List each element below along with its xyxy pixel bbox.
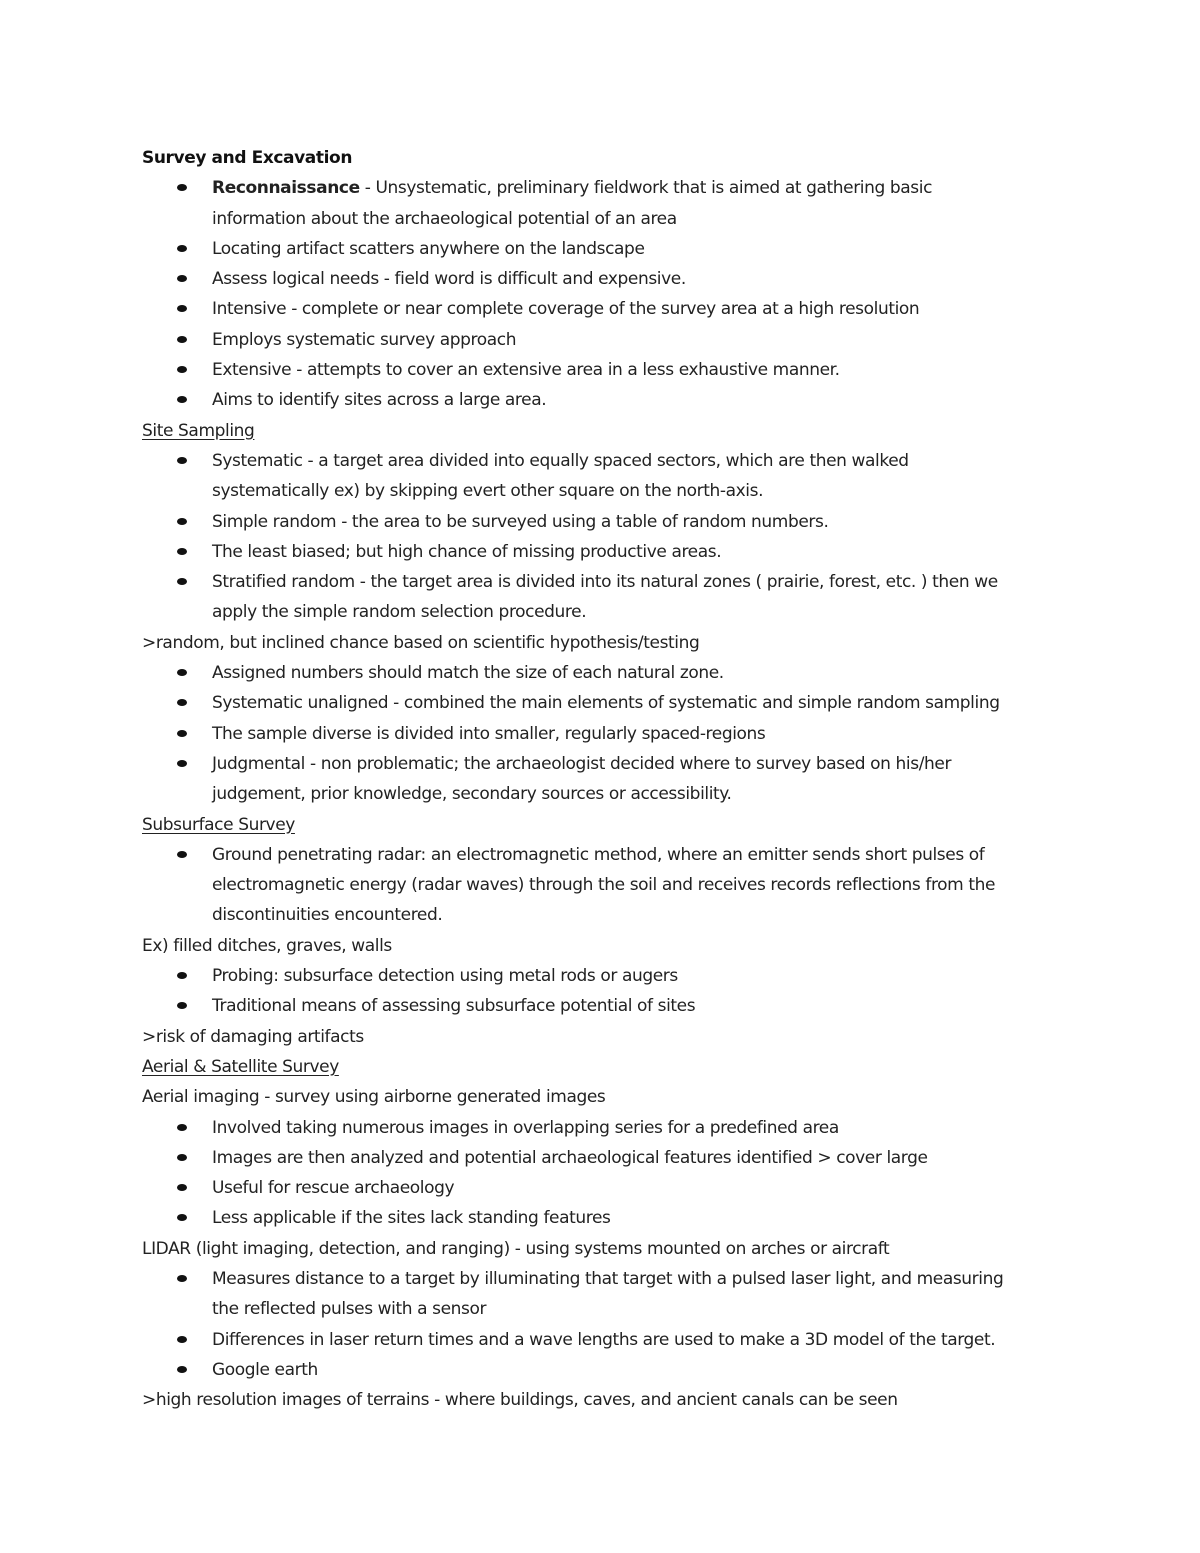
bullet-continuation — [142, 476, 1072, 506]
bullet-text: Locating artifact scatters anywhere on the landscape — [212, 238, 645, 259]
bullet-icon — [177, 396, 187, 403]
bullet-text: apply the simple random selection procedure. — [212, 602, 587, 623]
body-text: Aerial imaging - survey using airborne generated images — [142, 1087, 606, 1108]
bullet-item — [142, 234, 1072, 264]
bullet-icon — [177, 851, 187, 858]
bullet-icon — [177, 669, 187, 676]
bullet-icon — [177, 184, 187, 191]
bullet-text: Systematic unaligned - combined the main elements of systematic and simple random sampling — [212, 693, 1000, 714]
bullet-icon — [177, 730, 187, 737]
body-text: >risk of damaging artifacts — [142, 1026, 364, 1047]
bullet-continuation — [142, 204, 1072, 234]
bullet-icon — [177, 760, 187, 767]
bullet-text: Systematic - a target area divided into equally spaced sectors, which are then walked — [212, 450, 909, 471]
bullet-text: The least biased; but high chance of missing productive areas. — [212, 541, 722, 562]
bullet-text: judgement, prior knowledge, secondary sources or accessibility. — [212, 784, 732, 805]
bullet-item — [142, 1355, 1072, 1385]
body-text: >high resolution images of terrains - where buildings, caves, and ancient canals can be seen — [142, 1390, 898, 1411]
bullet-icon — [177, 518, 187, 525]
bullet-icon — [177, 548, 187, 555]
body-text: >random, but inclined chance based on scientific hypothesis/testing — [142, 632, 700, 653]
bullet-text: electromagnetic energy (radar waves) through the soil and receives records reflections from the — [212, 875, 996, 896]
bullet-text: Assigned numbers should match the size of each natural zone. — [212, 663, 724, 684]
bullet-item — [142, 1264, 1072, 1294]
bullet-icon — [177, 1336, 187, 1343]
bullet-text: Judgmental - non problematic; the archaeologist decided where to survey based on his/her — [212, 753, 952, 774]
bullet-text: The sample diverse is divided into smaller, regularly spaced-regions — [212, 723, 766, 744]
bullet-icon — [177, 366, 187, 373]
bullet-item — [142, 294, 1072, 324]
bullet-icon — [177, 1124, 187, 1131]
bullet-item — [142, 446, 1072, 476]
bullet-icon — [177, 1214, 187, 1221]
document-content — [142, 173, 1072, 1415]
bullet-text: Intensive - complete or near complete coverage of the survey area at a high resolution — [212, 299, 920, 320]
bullet-item — [142, 355, 1072, 385]
section-heading: Site Sampling — [142, 420, 255, 441]
bullet-item — [142, 840, 1072, 870]
bullet-icon — [177, 457, 187, 464]
bullet-item — [142, 264, 1072, 294]
bullet-icon — [177, 972, 187, 979]
bullet-item — [142, 537, 1072, 567]
bullet-icon — [177, 1002, 187, 1009]
bullet-item — [142, 1113, 1072, 1143]
bullet-icon — [177, 578, 187, 585]
bullet-text: Measures distance to a target by illuminating that target with a pulsed laser light, and measuring — [212, 1268, 1004, 1289]
bullet-continuation — [142, 597, 1072, 627]
bullet-item: Reconnaissance - Unsystematic, preliminary fieldwork that is aimed at gathering basic — [142, 173, 1072, 203]
bullet-text: Google earth — [212, 1359, 318, 1380]
bullet-text: Stratified random - the target area is divided into its natural zones ( prairie, forest, etc. ) then we — [212, 572, 998, 593]
bullet-text: Assess logical needs - field word is difficult and expensive. — [212, 269, 686, 290]
bullet-item — [142, 1325, 1072, 1355]
bullet-text: systematically ex) by skipping evert other square on the north-axis. — [212, 481, 764, 502]
bullet-icon — [177, 1275, 187, 1282]
bullet-icon — [177, 245, 187, 252]
bullet-continuation — [142, 900, 1072, 930]
bullet-item — [142, 688, 1072, 718]
bullet-text: Employs systematic survey approach — [212, 329, 517, 350]
bullet-text: Involved taking numerous images in overlapping series for a predefined area — [212, 1117, 839, 1138]
bullet-icon — [177, 1184, 187, 1191]
bullet-text: Aims to identify sites across a large area. — [212, 390, 547, 411]
bullet-item — [142, 991, 1072, 1021]
bullet-item — [142, 567, 1072, 597]
bullet-icon — [177, 275, 187, 282]
bullet-item — [142, 719, 1072, 749]
bullet-item — [142, 325, 1072, 355]
bullet-text: Useful for rescue archaeology — [212, 1178, 455, 1199]
body-text: Ex) filled ditches, graves, walls — [142, 935, 392, 956]
bullet-text: Unsystematic, preliminary fieldwork that is aimed at gathering basic — [375, 178, 933, 199]
bullet-icon — [177, 305, 187, 312]
section-heading: Aerial & Satellite Survey — [142, 1056, 339, 1077]
bullet-continuation — [142, 1294, 1072, 1324]
bullet-item — [142, 749, 1072, 779]
bullet-item — [142, 658, 1072, 688]
bullet-item — [142, 1173, 1072, 1203]
bullet-item — [142, 1203, 1072, 1233]
bullet-text: the reflected pulses with a sensor — [212, 1299, 487, 1320]
bullet-text: information about the archaeological potential of an area — [212, 208, 677, 229]
bullet-continuation — [142, 870, 1072, 900]
document-page — [142, 143, 1072, 1415]
bullet-text: Images are then analyzed and potential archaeological features identified > cover large — [212, 1147, 928, 1168]
bullet-icon — [177, 1154, 187, 1161]
bullet-text: discontinuities encountered. — [212, 905, 443, 926]
bullet-continuation — [142, 779, 1072, 809]
bullet-icon — [177, 699, 187, 706]
bullet-item — [142, 507, 1072, 537]
bullet-text: Differences in laser return times and a wave lengths are used to make a 3D model of the target. — [212, 1329, 996, 1350]
bullet-text: Simple random - the area to be surveyed using a table of random numbers. — [212, 511, 829, 532]
bullet-term: Reconnaissance — [212, 178, 360, 199]
bullet-item — [142, 1143, 1072, 1173]
bullet-text: Less applicable if the sites lack standing features — [212, 1208, 611, 1229]
document-title: Survey and Excavation — [142, 148, 353, 168]
body-text: LIDAR (light imaging, detection, and ranging) - using systems mounted on arches or aircraft — [142, 1238, 890, 1259]
bullet-item — [142, 961, 1072, 991]
section-heading: Subsurface Survey — [142, 814, 295, 835]
bullet-icon — [177, 1366, 187, 1373]
bullet-text: Extensive - attempts to cover an extensive area in a less exhaustive manner. — [212, 360, 840, 381]
bullet-text: Ground penetrating radar: an electromagnetic method, where an emitter sends short pulses of — [212, 844, 985, 865]
bullet-text: Probing: subsurface detection using metal rods or augers — [212, 966, 678, 987]
bullet-text: Traditional means of assessing subsurface potential of sites — [212, 996, 696, 1017]
bullet-icon — [177, 336, 187, 343]
bullet-item — [142, 385, 1072, 415]
